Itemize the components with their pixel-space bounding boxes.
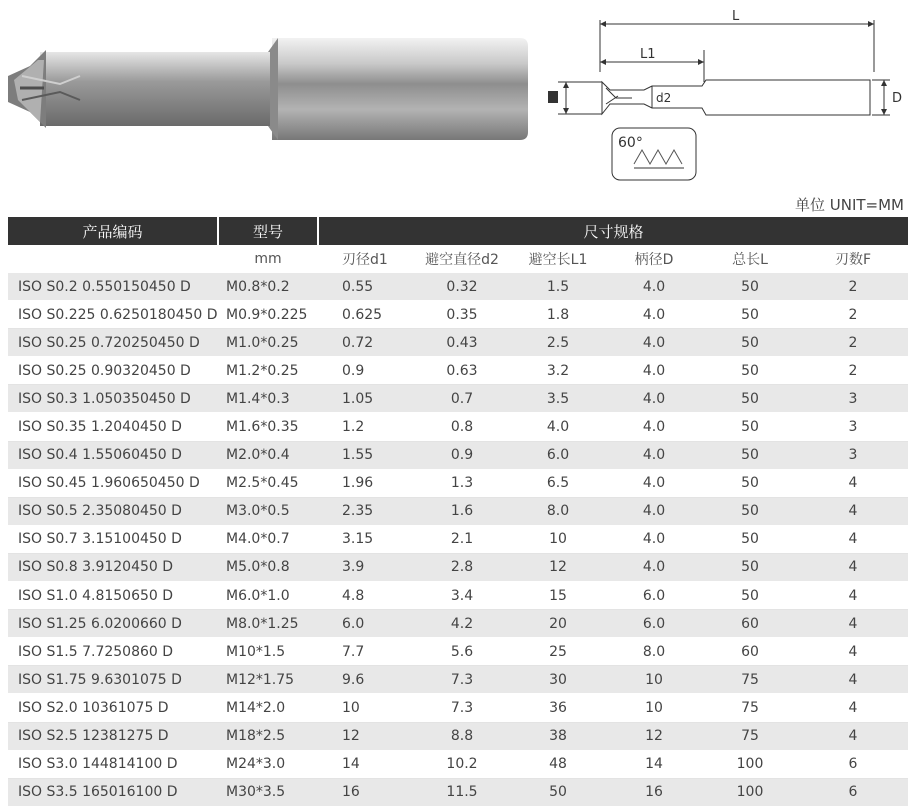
cell-model: M1.6*0.35 [218,413,318,441]
table-row [8,441,908,469]
cell-model: M14*2.0 [218,694,318,722]
cell-model: M5.0*0.8 [218,553,318,581]
cell-d1: 1.96 [318,469,414,497]
cell-product-code: ISO S1.5 7.7250860 D [8,638,218,666]
cell-F: 4 [798,525,908,553]
header-code: 产品编码 [8,217,218,245]
cell-d1: 9.6 [318,666,414,694]
cell-d2: 11.5 [414,778,510,806]
table-row [8,469,908,497]
cell-model: M3.0*0.5 [218,497,318,525]
table-row [8,722,908,750]
cell-model: M1.0*0.25 [218,329,318,357]
cell-model: M6.0*1.0 [218,582,318,610]
cell-L: 50 [702,441,798,469]
unit-label: 单位 UNIT=MM [794,196,904,214]
cell-L1: 15 [510,582,606,610]
cell-L1: 1.8 [510,301,606,329]
cell-d2: 0.9 [414,441,510,469]
cell-model: M1.4*0.3 [218,385,318,413]
cell-product-code: ISO S0.8 3.9120450 D [8,553,218,581]
cell-d1: 1.2 [318,413,414,441]
cell-F: 4 [798,553,908,581]
cell-L: 50 [702,329,798,357]
table-row [8,778,908,806]
sub-header-d1: 刃径d1 [318,245,414,273]
cell-d2: 8.8 [414,722,510,750]
cell-d2: 0.32 [414,273,510,301]
cell-model: M8.0*1.25 [218,610,318,638]
cell-product-code: ISO S0.45 1.960650450 D [8,469,218,497]
table-row [8,610,908,638]
table-row [8,553,908,581]
cell-product-code: ISO S0.7 3.15100450 D [8,525,218,553]
cell-L: 50 [702,553,798,581]
cell-D: 4.0 [606,329,702,357]
table-row [8,582,908,610]
cell-product-code: ISO S0.25 0.720250450 D [8,329,218,357]
cell-L1: 2.5 [510,329,606,357]
cell-d2: 1.6 [414,497,510,525]
cell-D: 4.0 [606,273,702,301]
cell-F: 6 [798,750,908,778]
cell-L1: 1.5 [510,273,606,301]
cell-F: 2 [798,301,908,329]
cell-F: 6 [798,778,908,806]
cell-L1: 12 [510,553,606,581]
spec-table [8,217,908,807]
cell-d2: 2.1 [414,525,510,553]
cell-L1: 3.5 [510,385,606,413]
cell-product-code: ISO S0.25 0.90320450 D [8,357,218,385]
cell-d1: 3.9 [318,553,414,581]
table-row [8,497,908,525]
cell-product-code: ISO S2.0 10361075 D [8,694,218,722]
cell-d2: 0.7 [414,385,510,413]
cell-F: 4 [798,666,908,694]
cell-D: 16 [606,778,702,806]
cell-d1: 1.05 [318,385,414,413]
drawing-label-d2: d2 [656,91,672,105]
cell-product-code: ISO S0.4 1.55060450 D [8,441,218,469]
cell-L: 50 [702,497,798,525]
sub-header-mm: mm [218,245,318,273]
cell-L1: 4.0 [510,413,606,441]
cell-model: M18*2.5 [218,722,318,750]
cell-d2: 0.63 [414,357,510,385]
cell-d2: 5.6 [414,638,510,666]
cell-F: 4 [798,582,908,610]
cell-d2: 1.3 [414,469,510,497]
drawing-label-D: D [892,91,903,106]
sub-header-d2: 避空直径d2 [414,245,510,273]
cell-L: 50 [702,385,798,413]
cell-d1: 0.625 [318,301,414,329]
cell-L: 75 [702,722,798,750]
cell-L1: 48 [510,750,606,778]
cell-d1: 0.9 [318,357,414,385]
cell-D: 4.0 [606,469,702,497]
cell-D: 12 [606,722,702,750]
cell-F: 4 [798,722,908,750]
cell-d2: 4.2 [414,610,510,638]
cell-D: 4.0 [606,357,702,385]
cell-D: 10 [606,694,702,722]
cell-model: M12*1.75 [218,666,318,694]
cell-d1: 12 [318,722,414,750]
cell-d1: 0.72 [318,329,414,357]
cell-L: 75 [702,666,798,694]
header-dimensions: 尺寸规格 [318,217,908,245]
cell-product-code: ISO S1.25 6.0200660 D [8,610,218,638]
cell-d2: 7.3 [414,666,510,694]
dimension-drawing [544,0,916,190]
cell-model: M2.0*0.4 [218,441,318,469]
cell-F: 3 [798,385,908,413]
table-row [8,638,908,666]
cell-d1: 16 [318,778,414,806]
cell-L: 50 [702,413,798,441]
cell-L1: 36 [510,694,606,722]
cell-L1: 3.2 [510,357,606,385]
cell-D: 6.0 [606,582,702,610]
cell-product-code: ISO S3.0 144814100 D [8,750,218,778]
cell-L: 50 [702,525,798,553]
cell-L: 60 [702,638,798,666]
cell-F: 3 [798,413,908,441]
header-model: 型号 [218,217,318,245]
cell-D: 6.0 [606,610,702,638]
cell-product-code: ISO S0.3 1.050350450 D [8,385,218,413]
cell-L: 100 [702,750,798,778]
cell-model: M0.9*0.225 [218,301,318,329]
cell-d2: 0.35 [414,301,510,329]
table-row [8,385,908,413]
cell-d1: 10 [318,694,414,722]
cell-d1: 3.15 [318,525,414,553]
cell-d1: 7.7 [318,638,414,666]
cell-L: 100 [702,778,798,806]
table-row [8,413,908,441]
cell-d2: 3.4 [414,582,510,610]
cell-L1: 20 [510,610,606,638]
cell-product-code: ISO S1.75 9.6301075 D [8,666,218,694]
cell-L: 50 [702,301,798,329]
cell-D: 10 [606,666,702,694]
cell-d2: 2.8 [414,553,510,581]
table-row [8,273,908,301]
cell-d1: 0.55 [318,273,414,301]
cell-d1: 1.55 [318,441,414,469]
cell-D: 8.0 [606,638,702,666]
cell-product-code: ISO S0.5 2.35080450 D [8,497,218,525]
cell-d1: 14 [318,750,414,778]
cell-L: 50 [702,273,798,301]
cell-D: 4.0 [606,385,702,413]
cell-d2: 0.43 [414,329,510,357]
cell-D: 14 [606,750,702,778]
cell-F: 4 [798,638,908,666]
cell-model: M30*3.5 [218,778,318,806]
table-row [8,329,908,357]
cell-F: 2 [798,273,908,301]
cell-d1: 6.0 [318,610,414,638]
cell-F: 4 [798,497,908,525]
sub-header-L: 总长L [702,245,798,273]
cell-d2: 7.3 [414,694,510,722]
cell-d1: 2.35 [318,497,414,525]
cell-model: M2.5*0.45 [218,469,318,497]
cell-L: 60 [702,610,798,638]
cell-F: 2 [798,329,908,357]
cell-product-code: ISO S3.5 165016100 D [8,778,218,806]
table-row [8,750,908,778]
drawing-label-L1: L1 [640,47,656,62]
cell-d2: 0.8 [414,413,510,441]
table-row [8,666,908,694]
table-sub-header-row [8,245,908,273]
cell-model: M10*1.5 [218,638,318,666]
cell-F: 2 [798,357,908,385]
cell-F: 4 [798,610,908,638]
cell-model: M4.0*0.7 [218,525,318,553]
cell-F: 4 [798,469,908,497]
cell-L: 75 [702,694,798,722]
cell-model: M0.8*0.2 [218,273,318,301]
cell-L1: 6.5 [510,469,606,497]
drawing-label-L: L [732,9,740,24]
cell-model: M24*3.0 [218,750,318,778]
cell-L: 50 [702,582,798,610]
cell-D: 4.0 [606,525,702,553]
cell-product-code: ISO S2.5 12381275 D [8,722,218,750]
cell-F: 4 [798,694,908,722]
cell-D: 4.0 [606,441,702,469]
cell-L1: 25 [510,638,606,666]
cell-L1: 8.0 [510,497,606,525]
cell-product-code: ISO S0.2 0.550150450 D [8,273,218,301]
table-row [8,694,908,722]
table-row [8,301,908,329]
cell-F: 3 [798,441,908,469]
table-group-header-row [8,217,908,245]
sub-header-F: 刃数F [798,245,908,273]
cell-D: 4.0 [606,301,702,329]
table-row [8,525,908,553]
sub-header-L1: 避空长L1 [510,245,606,273]
cell-D: 4.0 [606,413,702,441]
cell-product-code: ISO S0.35 1.2040450 D [8,413,218,441]
cell-L: 50 [702,357,798,385]
cell-model: M1.2*0.25 [218,357,318,385]
table-row [8,357,908,385]
cell-D: 4.0 [606,497,702,525]
cell-L1: 50 [510,778,606,806]
tool-photo [0,30,540,150]
cell-L: 50 [702,469,798,497]
cell-L1: 38 [510,722,606,750]
cell-D: 4.0 [606,553,702,581]
cell-L1: 30 [510,666,606,694]
cell-product-code: ISO S0.225 0.6250180450 D [8,301,218,329]
drawing-label-angle: 60° [618,135,643,151]
cell-d1: 4.8 [318,582,414,610]
sub-header-D: 柄径D [606,245,702,273]
cell-L1: 6.0 [510,441,606,469]
cell-d2: 10.2 [414,750,510,778]
cell-product-code: ISO S1.0 4.8150650 D [8,582,218,610]
cell-L1: 10 [510,525,606,553]
